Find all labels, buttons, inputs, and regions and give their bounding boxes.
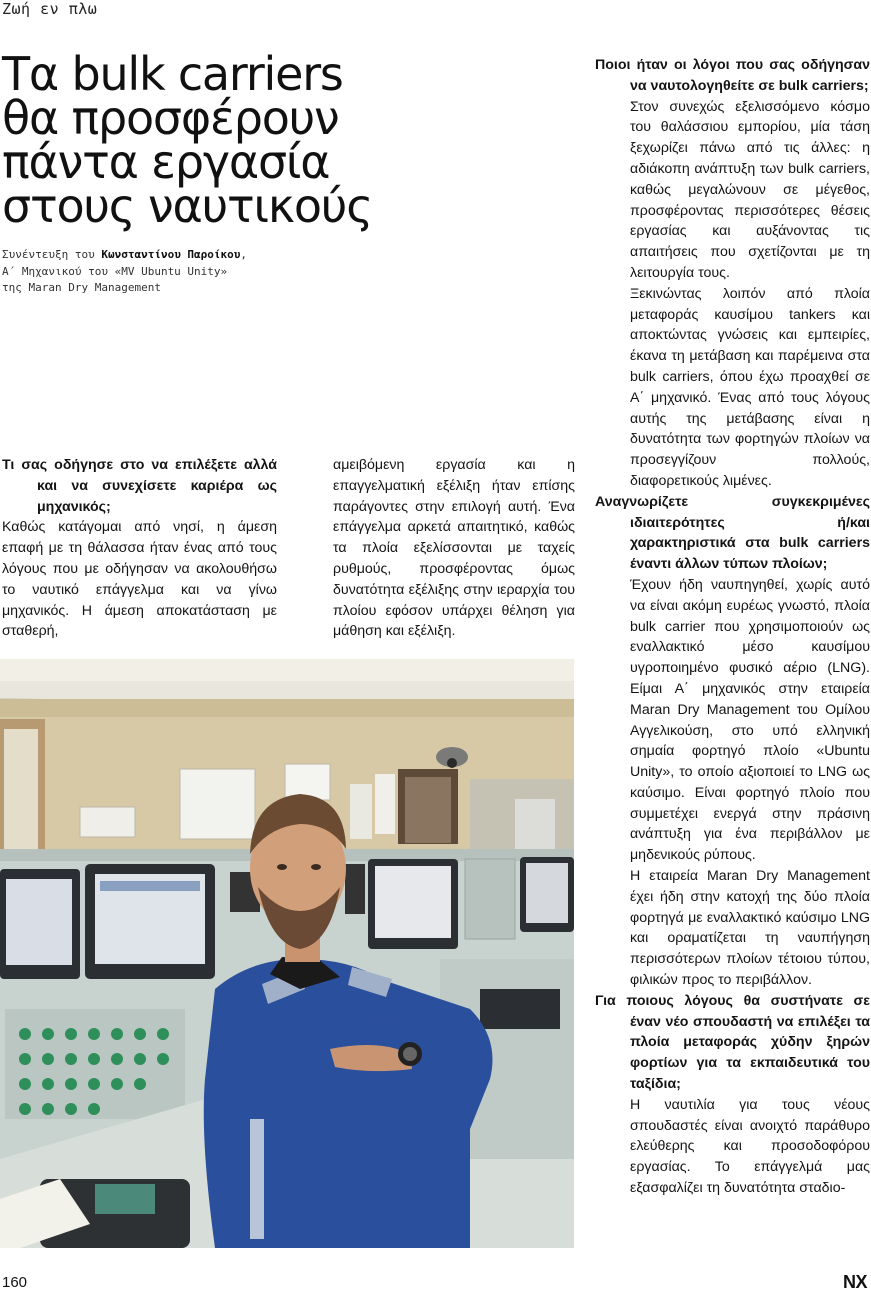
answer-2-paragraph: Ξεκινώντας λοιπόν από πλοία μεταφοράς καυσίμου tankers και αποκτώντας γνώσεις και εμπειρίες, έκανα τη μετάβαση και παρέμεινα στα bulk carriers, όπου έχω προαχθεί σε Α΄ μηχανικό. Ένας από τους λόγους αυτής της μετάβασης είναι η δυνατότητα των φορτηγών πλοίων να προσεγγίζουν πολλούς, διαφορετικούς λιμένες. bbox=[630, 285, 870, 489]
answer-1-part-2: αμειβόμενη εργασία και η επαγγελματική εξέλιξη ήταν επίσης παράγοντες στην επιλογή αυτή. Ένα επάγγελμα αρκετά απαιτητικό, καθώς τα πλοία εξελίσσονται με ταχείς ρυθμούς, προσφέροντας όμως δυνατότητα εξέλιξης στην ιεραρχία του πλοίου εφόσον υπάρχει θέληση για μάθηση και εξέλιξη. bbox=[333, 457, 575, 640]
title-line: θα προσφέρουν bbox=[2, 91, 339, 145]
question-4: Για ποιους λόγους θα συστήνατε σε έναν νέο σπουδαστή να επιλέξει τα πλοία μεταφοράς χύδην ξηρών φορτίων για τα εκπαιδευτικά του ταξίδια; bbox=[595, 992, 870, 1093]
answer-4-paragraph: Η ναυτιλία για τους νέους σπουδαστές είναι ανοιχτό παράθυρο ελεύθερης και προσοδοφόρου εργασίας. Το επάγγελμά μας εξασφαλίζει τη δυνατότητα σταδιο- bbox=[630, 1096, 870, 1197]
section-tag: Ζωή εν πλω bbox=[2, 0, 98, 18]
byline-suffix: , bbox=[240, 248, 248, 261]
answer-2 bbox=[595, 97, 870, 492]
byline-author: Κωνσταντίνου Παροίκου bbox=[101, 248, 241, 261]
answer-1-part-1: Καθώς κατάγομαι από νησί, η άμεση επαφή με τη θάλασσα ήταν ένας από τους λόγους που με οδήγησαν να ακολουθήσω το ναυτικό επάγγελμα και να γίνω μηχανικός. Η άμεση αποκατάσταση με σταθερή, bbox=[2, 519, 277, 640]
byline-company: της Maran Dry Management bbox=[2, 281, 161, 294]
answer-3-paragraph: Η εταιρεία Maran Dry Management έχει ήδη στην κατοχή της δύο πλοία φορτηγά με εναλλακτικό καύσιμο LNG και οραματίζεται τη ναυπήγηση περισσότερων πλοίων τέτοιου τύπου, φιλικών προς το περιβάλλον. bbox=[630, 868, 870, 989]
answer-2-paragraph: Στον συνεχώς εξελισσόμενο κόσμο του θαλάσσιου εμπορίου, μία τάση ξεχωρίζει πάνω από τις άλλες: η αδιάκοπη ανάπτυξη των bulk carriers, καθώς μεγαλώνουν σε μέγεθος, προσφέροντας περισσότερες θέσεις εργασίας και αυξάνοντας τις απαιτήσεις που σχετίζονται με τη λειτουργία τους. bbox=[630, 98, 870, 281]
question-2: Ποιοι ήταν οι λόγοι που σας οδήγησαν να ναυτολογηθείτε σε bulk carriers; bbox=[595, 57, 870, 94]
magazine-logo: NX bbox=[842, 1272, 867, 1292]
question-3: Αναγνωρίζετε συγκεκριμένες ιδιαιτερότητες ή/και χαρακτηριστικά στα bulk carriers έναντι άλλων τύπων πλοίων; bbox=[595, 493, 870, 573]
title-line: στους ναυτικούς bbox=[2, 179, 372, 233]
column-middle bbox=[333, 455, 575, 642]
title-line: Τα bulk carriers bbox=[2, 47, 343, 101]
article-title bbox=[2, 47, 442, 233]
answer-4 bbox=[595, 1095, 870, 1199]
byline bbox=[2, 247, 332, 297]
column-left bbox=[2, 455, 277, 642]
byline-role: Α΄ Μηχανικού του «MV Ubuntu Unity» bbox=[2, 264, 228, 278]
engine-control-room-photo bbox=[0, 659, 574, 1248]
page-number: 160 bbox=[2, 1274, 28, 1291]
column-right bbox=[595, 55, 870, 1199]
byline-prefix: Συνέντευξη του bbox=[2, 248, 102, 261]
question-1: Τι σας οδήγησε στο να επιλέξετε αλλά και να συνεχίσετε καριέρα ως μηχανικός; bbox=[2, 457, 277, 515]
title-line: πάντα εργασία bbox=[2, 135, 330, 189]
answer-3 bbox=[595, 575, 870, 991]
answer-3-paragraph: Έχουν ήδη ναυπηγηθεί, χωρίς αυτό να είναι ακόμη ευρέως γνωστό, πλοία bulk carrier που χρησιμοποιούν ως εναλλακτικό μέσο καυσίμου υγροποιημένο φυσικό αέριο (LNG). Είμαι Α΄ μηχανικός στην εταιρεία Maran Dry Management του Ομίλου Αγγελικούση, στο υπό ελληνική σημαία φορτηγό πλοίο «Ubuntu Unity», το οποίο αξιοποιεί το LNG ως καύσιμο. Είναι φορτηγό πλοίο που συμμετέχει ενεργά στην πράσινη ανάπτυξη για ένα περιβάλλον με μηδενικούς ρύπους. bbox=[630, 576, 870, 864]
